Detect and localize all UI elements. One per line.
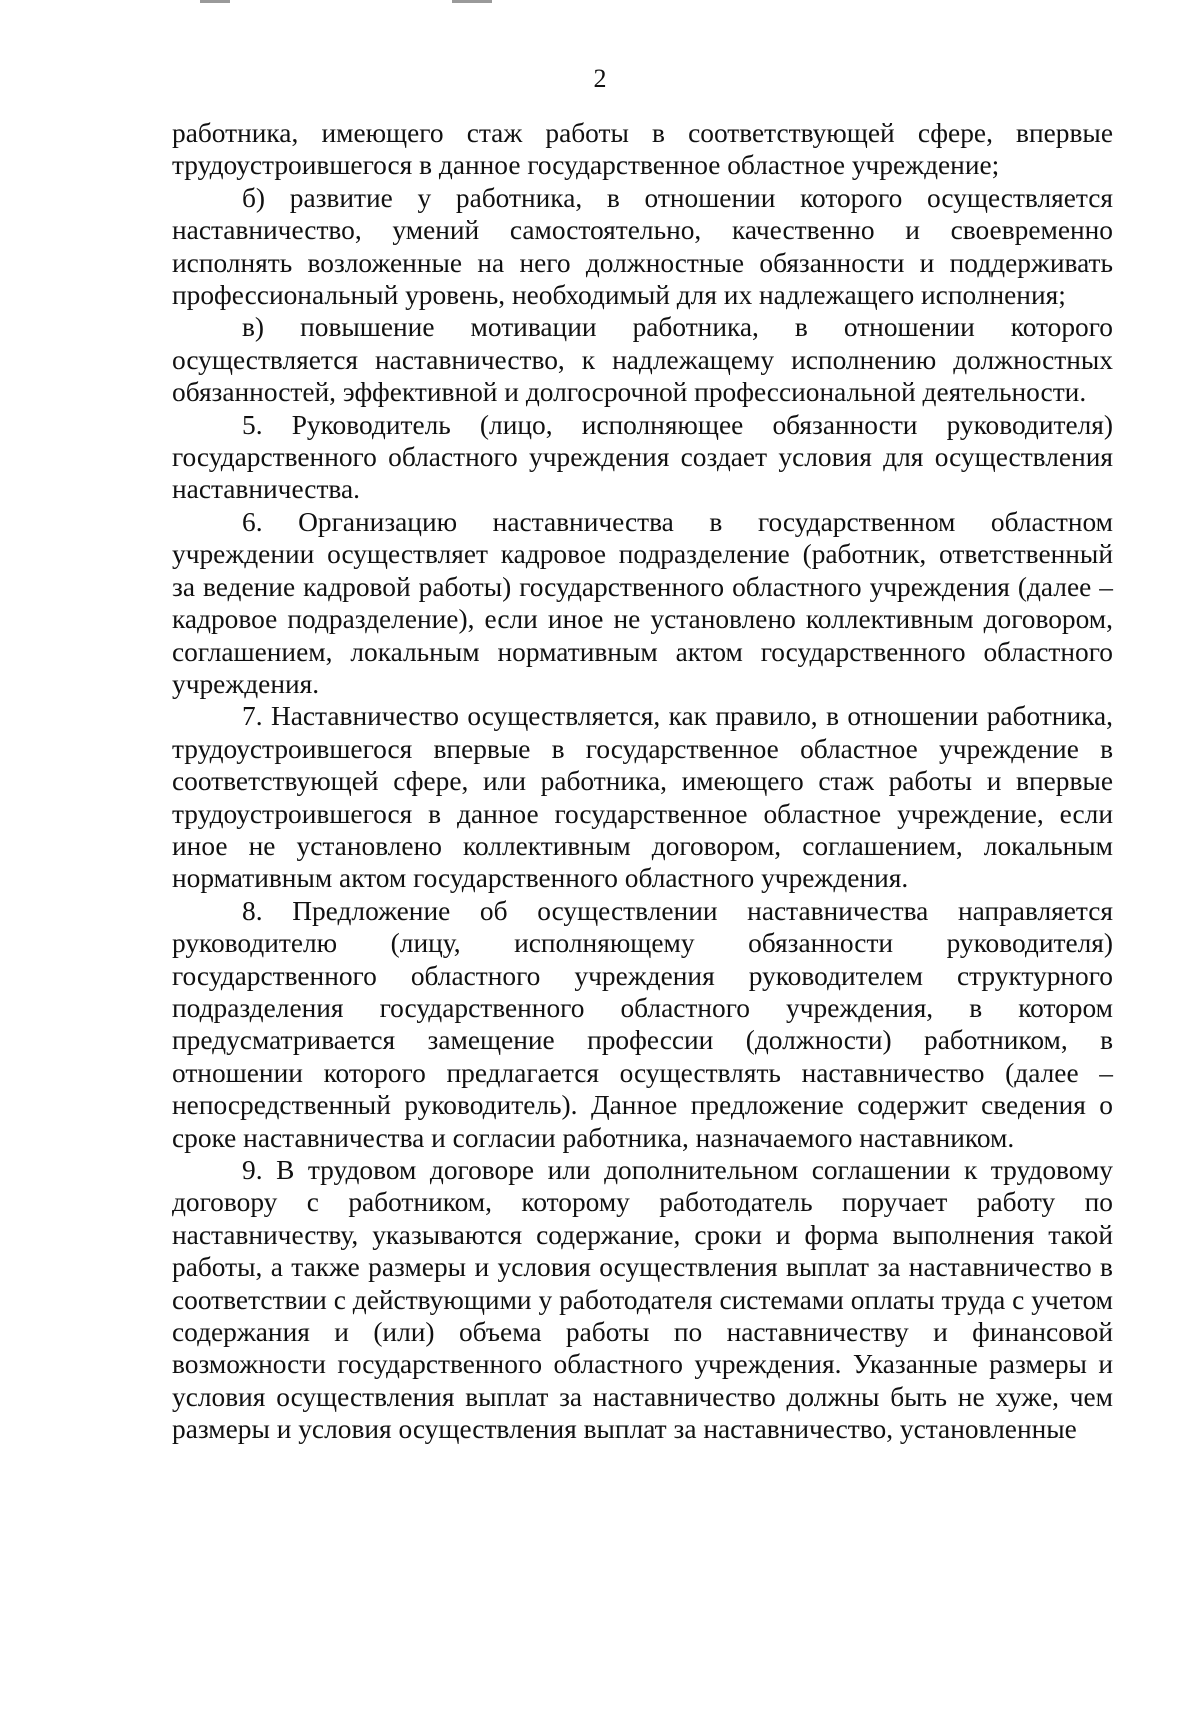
page-number: 2 — [593, 64, 607, 93]
paragraph-6: 6. Организацию наставничества в государственном областном учреждении осуществляет кадровое подразделение (работник, ответственный за ведение кадровой работы) государственного областного учреждения (далее – кадровое подразделение), если иное не установлено коллективным договором, соглашением, локальным нормативным актом государственного областного учреждения. — [172, 506, 1113, 699]
paragraph-continuation: работника, имеющего стаж работы в соответствующей сфере, впервые трудоустроившегося в данное государственное областное учреждение; — [172, 118, 1113, 181]
paragraph-7: 7. Наставничество осуществляется, как правило, в отношении работника, трудоустроившегося впервые в государственное областное учреждение в соответствующей сфере, или работника, имеющего стаж работы и впервые трудоустроившегося в данное государственное областное учреждение, если иное не установлено коллективным договором, соглашением, локальным нормативным актом государственного областного учреждения. — [172, 701, 1113, 894]
paragraph-9: 9. В трудовом договоре или дополнительном соглашении к трудовому договору с работником, которому работодатель поручает работу по наставничеству, указываются содержание, сроки и форма выполнения такой работы, а также размеры и условия осуществления выплат за наставничество в соответствии с действующими у работодателя системами оплаты труда с учетом содержания и (или) объема работы по наставничеству и финансовой возможности государственного областного учреждения. Указанные размеры и условия осуществления выплат за наставничество должны быть не хуже, чем размеры и условия осуществления выплат за наставничество, установленные — [172, 1155, 1113, 1445]
scan-artifact — [200, 0, 230, 3]
scan-artifact — [452, 0, 492, 3]
paragraph-5: 5. Руководитель (лицо, исполняющее обязанности руководителя) государственного областного учреждения создает условия для осуществления наставничества. — [172, 409, 1113, 505]
paragraph-8: 8. Предложение об осуществлении наставничества направляется руководителю (лицу, исполняющему обязанности руководителя) государственного областного учреждения руководителем структурного подразделения государственного областного учреждения, в котором предусматривается замещение профессии (должности) работником, в отношении которого предлагается осуществлять наставничество (далее – непосредственный руководитель). Данное предложение содержит сведения о сроке наставничества и согласии работника, назначаемого наставником. — [172, 895, 1113, 1153]
paragraph-item-b: б) развитие у работника, в отношении которого осуществляется наставничество, умений самостоятельно, качественно и своевременно исполнять возложенные на него должностные обязанности и поддерживать профессиональный уровень, необходимый для их надлежащего исполнения; — [172, 182, 1113, 311]
paragraph-item-v: в) повышение мотивации работника, в отношении которого осуществляется наставничество, к надлежащему исполнению должностных обязанностей, эффективной и долгосрочной профессиональной деятельности. — [172, 312, 1113, 408]
document-body — [172, 117, 1113, 1446]
